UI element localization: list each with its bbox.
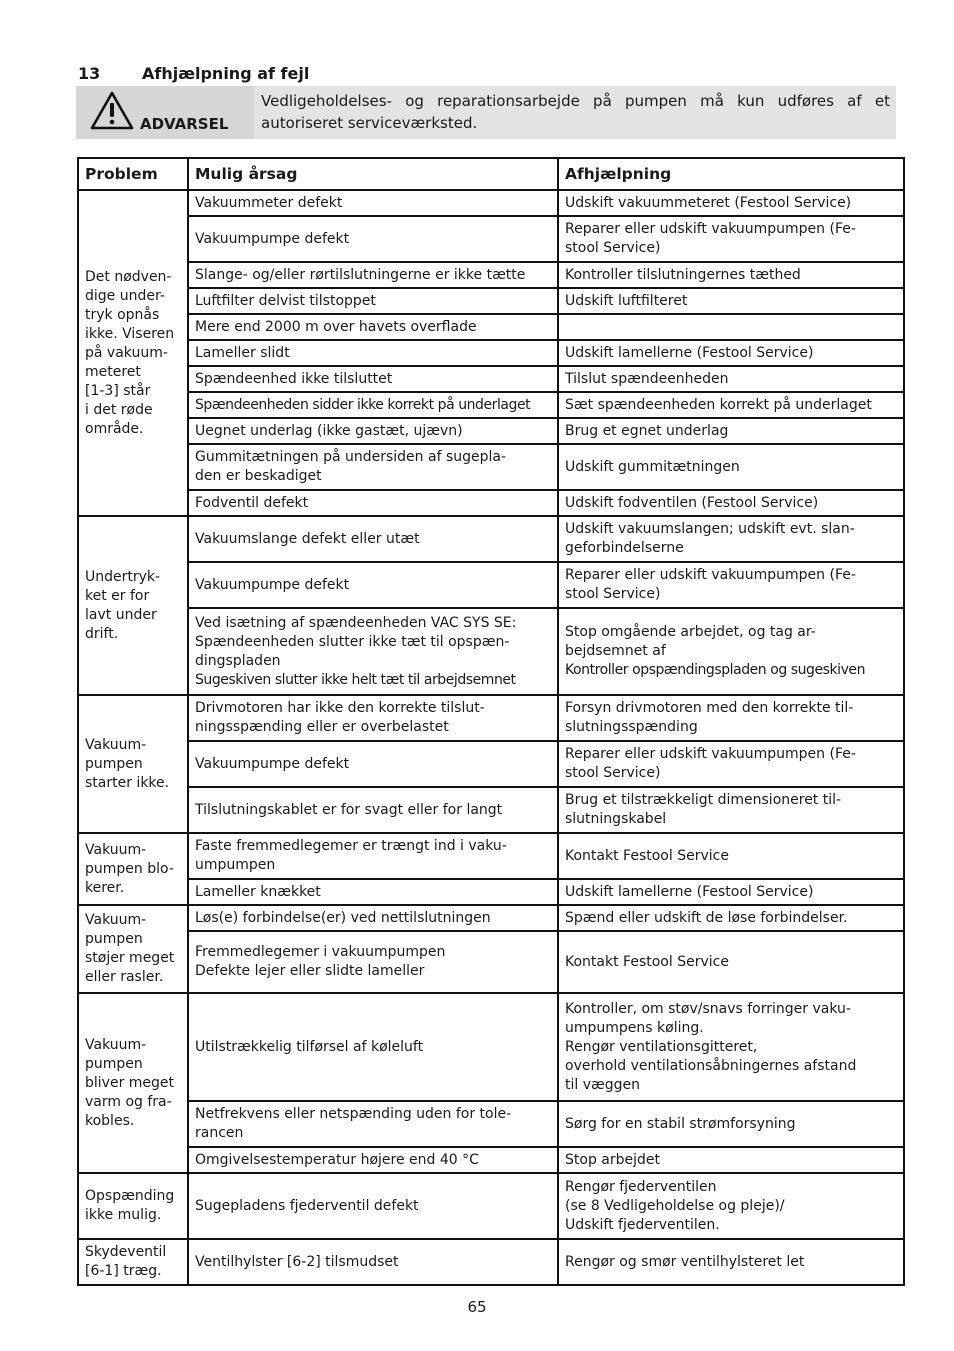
- problem-cell: [78, 833, 188, 905]
- cause-cell: [188, 1147, 558, 1173]
- remedy-line: (se 8 Vedligeholdelse og pleje)/: [565, 1197, 785, 1214]
- problem-line: ikke. Viseren: [85, 325, 175, 342]
- remedy-line: Rengør fjederventilen: [565, 1178, 717, 1195]
- cause-cell: [188, 879, 558, 905]
- problem-cell: [78, 993, 188, 1173]
- problem-line: varm og fra-: [85, 1093, 172, 1110]
- cause-cell: [188, 695, 558, 741]
- warning-text: Vedligeholdelses- og reparationsarbejde på pumpen må kun udføres af et autoriseret serviceværksted.: [261, 92, 890, 132]
- table-row: [78, 905, 904, 931]
- table-row: [78, 262, 904, 288]
- cause-line: Ventilhylster [6-2] tilsmudset: [195, 1253, 399, 1270]
- table-row: [78, 993, 904, 1101]
- remedy-line: umpumpens køling.: [565, 1019, 704, 1036]
- cause-line: Vakuumpumpe defekt: [195, 755, 350, 772]
- cause-line: Utilstrækkelig tilførsel af køleluft: [195, 1038, 424, 1055]
- problem-line: støjer meget: [85, 950, 175, 966]
- remedy-cell: [558, 833, 904, 879]
- remedy-line: Reparer eller udskift vakuumpumpen (Fe-: [565, 567, 856, 583]
- remedy-line: overhold ventilationsåbningernes afstand: [565, 1057, 857, 1074]
- problem-line: Det nødven-: [85, 268, 172, 285]
- table-row: [78, 833, 904, 879]
- remedy-cell: [558, 366, 904, 392]
- cause-cell: [188, 392, 558, 418]
- warning-label: ADVARSEL: [140, 115, 229, 133]
- cause-cell: [188, 905, 558, 931]
- cause-line: Spændeenheden slutter ikke tæt til opspæn-: [195, 633, 510, 650]
- remedy-line: Kontroller opspændingspladen og sugeskiven: [565, 662, 866, 678]
- warning-triangle-icon: [90, 91, 134, 131]
- cause-cell: [188, 190, 558, 216]
- remedy-cell: [558, 608, 904, 695]
- cause-line: Vakuummeter defekt: [195, 194, 343, 211]
- remedy-line: Brug et tilstrækkeligt dimensioneret til-: [565, 792, 842, 808]
- table-row: [78, 1239, 904, 1285]
- table-row: [78, 340, 904, 366]
- cause-line: Slange- og/eller rørtilslutningerne er ikke tætte: [195, 266, 526, 283]
- cause-line: den er beskadiget: [195, 468, 322, 484]
- problem-line: drift.: [85, 625, 119, 642]
- table-row: [78, 418, 904, 444]
- problem-line: Undertryk-: [85, 568, 161, 585]
- problem-line: pumpen: [85, 931, 143, 947]
- table-row: [78, 741, 904, 787]
- table-row: [78, 366, 904, 392]
- remedy-cell: [558, 879, 904, 905]
- cause-line: Gummitætningen på undersiden af sugepla-: [195, 449, 507, 465]
- cause-cell: [188, 516, 558, 562]
- problem-cell: [78, 190, 188, 516]
- remedy-cell: [558, 516, 904, 562]
- cause-cell: [188, 444, 558, 490]
- remedy-cell: [558, 993, 904, 1101]
- remedy-line: Sæt spændeenheden korrekt på underlaget: [565, 396, 872, 413]
- problem-line: pumpen blo-: [85, 860, 174, 877]
- cause-line: Tilslutningskablet er for svagt eller for langt: [195, 801, 503, 818]
- cause-line: Uegnet underlag (ikke gastæt, ujævn): [195, 422, 463, 439]
- remedy-line: Rengør ventilationsgitteret,: [565, 1038, 758, 1055]
- remedy-cell: [558, 444, 904, 490]
- remedy-line: slutningsspænding: [565, 719, 698, 735]
- problem-line: meteret: [85, 363, 141, 380]
- cause-cell: [188, 1173, 558, 1239]
- remedy-line: Tilslut spændeenheden: [565, 370, 729, 387]
- problem-line: ikke mulig.: [85, 1207, 162, 1223]
- remedy-cell: [558, 262, 904, 288]
- cause-cell: [188, 562, 558, 608]
- table-row: [78, 1147, 904, 1173]
- table-row: [78, 216, 904, 262]
- cause-line: Lameller knækket: [195, 883, 321, 900]
- remedy-line: Udskift vakuummeteret (Festool Service): [565, 194, 852, 211]
- cause-line: Defekte lejer eller slidte lameller: [195, 963, 425, 979]
- problem-cell: [78, 516, 188, 695]
- cause-line: Vakuumpumpe defekt: [195, 230, 350, 247]
- cause-line: Spændeenhed ikke tilsluttet: [195, 370, 393, 387]
- cause-line: Drivmotoren har ikke den korrekte tilslut-: [195, 700, 485, 716]
- cause-cell: [188, 931, 558, 993]
- remedy-cell: [558, 490, 904, 516]
- problem-line: lavt under: [85, 606, 157, 623]
- remedy-cell: [558, 1147, 904, 1173]
- troubleshooting-table: [77, 157, 905, 1286]
- table-body: [78, 190, 904, 1285]
- cause-line: Netfrekvens eller netspænding uden for tole-: [195, 1106, 512, 1122]
- table-row: [78, 1101, 904, 1147]
- remedy-line: Udskift lamellerne (Festool Service): [565, 344, 814, 361]
- remedy-line: Sørg for en stabil strømforsyning: [565, 1115, 796, 1132]
- cause-line: Ved isætning af spændeenheden VAC SYS SE:: [195, 614, 517, 631]
- remedy-line: Reparer eller udskift vakuumpumpen (Fe-: [565, 746, 856, 762]
- remedy-cell: [558, 340, 904, 366]
- cause-line: Mere end 2000 m over havets overflade: [195, 318, 477, 335]
- remedy-line: Kontakt Festool Service: [565, 953, 729, 970]
- cause-line: Løs(e) forbindelse(er) ved nettilslutningen: [195, 909, 491, 926]
- cause-line: Lameller slidt: [195, 344, 290, 361]
- problem-line: Opspænding: [85, 1188, 175, 1204]
- cause-line: Vakuumpumpe defekt: [195, 576, 350, 593]
- header-remedy: Afhjælpning: [558, 158, 904, 190]
- warning-box: [76, 86, 896, 139]
- remedy-line: geforbindelserne: [565, 540, 684, 556]
- cause-cell: [188, 262, 558, 288]
- remedy-line: bejdsemnet af: [565, 643, 666, 659]
- remedy-line: Brug et egnet underlag: [565, 422, 729, 439]
- remedy-line: Rengør og smør ventilhylsteret let: [565, 1253, 805, 1270]
- cause-cell: [188, 366, 558, 392]
- remedy-line: Forsyn drivmotoren med den korrekte til-: [565, 700, 854, 716]
- table-header-row: [78, 158, 904, 190]
- cause-cell: [188, 314, 558, 340]
- cause-line: Sugeskiven slutter ikke helt tæt til arbejdsemnet: [195, 671, 516, 688]
- problem-cell: [78, 905, 188, 993]
- remedy-cell: [558, 216, 904, 262]
- cause-cell: [188, 741, 558, 787]
- remedy-line: Kontakt Festool Service: [565, 847, 729, 864]
- cause-cell: [188, 490, 558, 516]
- remedy-line: Udskift fodventilen (Festool Service): [565, 494, 819, 511]
- cause-line: Sugepladens fjederventil defekt: [195, 1197, 419, 1214]
- remedy-line: Stop arbejdet: [565, 1151, 660, 1168]
- table-row: [78, 516, 904, 562]
- remedy-cell: [558, 392, 904, 418]
- table-row: [78, 444, 904, 490]
- table-row: [78, 608, 904, 695]
- cause-cell: [188, 216, 558, 262]
- problem-line: starter ikke.: [85, 774, 170, 791]
- cause-line: Luftfilter delvist tilstoppet: [195, 292, 376, 309]
- page-number: 65: [467, 1298, 487, 1316]
- problem-line: [6-1] træg.: [85, 1263, 162, 1279]
- table-row: [78, 190, 904, 216]
- remedy-line: til væggen: [565, 1076, 641, 1093]
- problem-line: kerer.: [85, 879, 125, 896]
- cause-line: Faste fremmedlegemer er trængt ind i vaku-: [195, 838, 507, 854]
- remedy-line: Udskift fjederventilen.: [565, 1216, 720, 1233]
- table-row: [78, 931, 904, 993]
- table-row: [78, 314, 904, 340]
- remedy-cell: [558, 1101, 904, 1147]
- table-row: [78, 490, 904, 516]
- table-row: [78, 787, 904, 833]
- cause-cell: [188, 993, 558, 1101]
- remedy-cell: [558, 190, 904, 216]
- problem-line: kobles.: [85, 1112, 135, 1129]
- problem-line: dige under-: [85, 287, 165, 304]
- table-row: [78, 879, 904, 905]
- problem-line: eller rasler.: [85, 969, 164, 985]
- remedy-line: Udskift gummitætningen: [565, 458, 740, 475]
- problem-line: område.: [85, 420, 144, 437]
- problem-line: pumpen: [85, 755, 143, 772]
- remedy-line: stool Service): [565, 586, 661, 602]
- problem-line: pumpen: [85, 1055, 143, 1072]
- cause-cell: [188, 340, 558, 366]
- remedy-cell: [558, 1239, 904, 1285]
- cause-line: umpumpen: [195, 857, 276, 873]
- problem-line: Vakuum-: [85, 1036, 147, 1053]
- problem-cell: [78, 1239, 188, 1285]
- cause-cell: [188, 608, 558, 695]
- remedy-line: Kontroller, om støv/snavs forringer vaku-: [565, 1000, 851, 1017]
- table-row: [78, 1173, 904, 1239]
- cause-line: ningsspænding eller er overbelastet: [195, 719, 449, 735]
- remedy-line: Udskift vakuumslangen; udskift evt. slan-: [565, 521, 855, 537]
- section-number: 13: [78, 64, 101, 83]
- remedy-cell: [558, 787, 904, 833]
- problem-line: tryk opnås: [85, 306, 160, 323]
- section-title: Afhjælpning af fejl: [142, 64, 310, 83]
- remedy-line: slutningskabel: [565, 811, 667, 827]
- table-row: [78, 562, 904, 608]
- cause-line: dingspladen: [195, 652, 281, 669]
- remedy-cell: [558, 418, 904, 444]
- table-row: [78, 288, 904, 314]
- remedy-cell: [558, 741, 904, 787]
- table-row: [78, 392, 904, 418]
- remedy-cell: [558, 905, 904, 931]
- cause-line: rancen: [195, 1125, 244, 1141]
- remedy-line: Stop omgående arbejdet, og tag ar-: [565, 624, 816, 640]
- cause-cell: [188, 418, 558, 444]
- remedy-line: Udskift lamellerne (Festool Service): [565, 883, 814, 900]
- problem-line: bliver meget: [85, 1074, 175, 1091]
- cause-line: Fodventil defekt: [195, 494, 309, 511]
- table-row: [78, 695, 904, 741]
- remedy-cell: [558, 288, 904, 314]
- problem-line: Vakuum-: [85, 736, 147, 753]
- section-heading: [78, 64, 309, 83]
- warning-label-area: [76, 86, 254, 139]
- remedy-cell: [558, 314, 904, 340]
- remedy-cell: [558, 562, 904, 608]
- problem-cell: [78, 1173, 188, 1239]
- cause-cell: [188, 1239, 558, 1285]
- cause-line: Fremmedlegemer i vakuumpumpen: [195, 944, 446, 960]
- remedy-cell: [558, 1173, 904, 1239]
- cause-line: Omgivelsestemperatur højere end 40 °C: [195, 1151, 479, 1168]
- problem-line: på vakuum-: [85, 344, 168, 361]
- header-problem: Problem: [78, 158, 188, 190]
- cause-cell: [188, 833, 558, 879]
- problem-line: [1-3] står: [85, 382, 151, 399]
- problem-line: ket er for: [85, 587, 150, 604]
- cause-cell: [188, 787, 558, 833]
- cause-cell: [188, 288, 558, 314]
- remedy-cell: [558, 931, 904, 993]
- remedy-line: stool Service): [565, 240, 661, 256]
- problem-line: Vakuum-: [85, 912, 147, 928]
- problem-line: Skydeventil: [85, 1244, 167, 1260]
- cause-cell: [188, 1101, 558, 1147]
- remedy-cell: [558, 695, 904, 741]
- problem-cell: [78, 695, 188, 833]
- remedy-line: Reparer eller udskift vakuumpumpen (Fe-: [565, 221, 856, 237]
- remedy-line: Spænd eller udskift de løse forbindelser.: [565, 909, 848, 926]
- header-cause: Mulig årsag: [188, 158, 558, 190]
- cause-line: Vakuumslange defekt eller utæt: [195, 530, 420, 547]
- remedy-line: Udskift luftfilteret: [565, 292, 688, 309]
- cause-line: Spændeenheden sidder ikke korrekt på underlaget: [195, 396, 531, 413]
- problem-line: i det røde: [85, 401, 153, 418]
- warning-text-area: [254, 86, 896, 139]
- remedy-line: Kontroller tilslutningernes tæthed: [565, 266, 801, 283]
- remedy-line: stool Service): [565, 765, 661, 781]
- problem-line: Vakuum-: [85, 841, 147, 858]
